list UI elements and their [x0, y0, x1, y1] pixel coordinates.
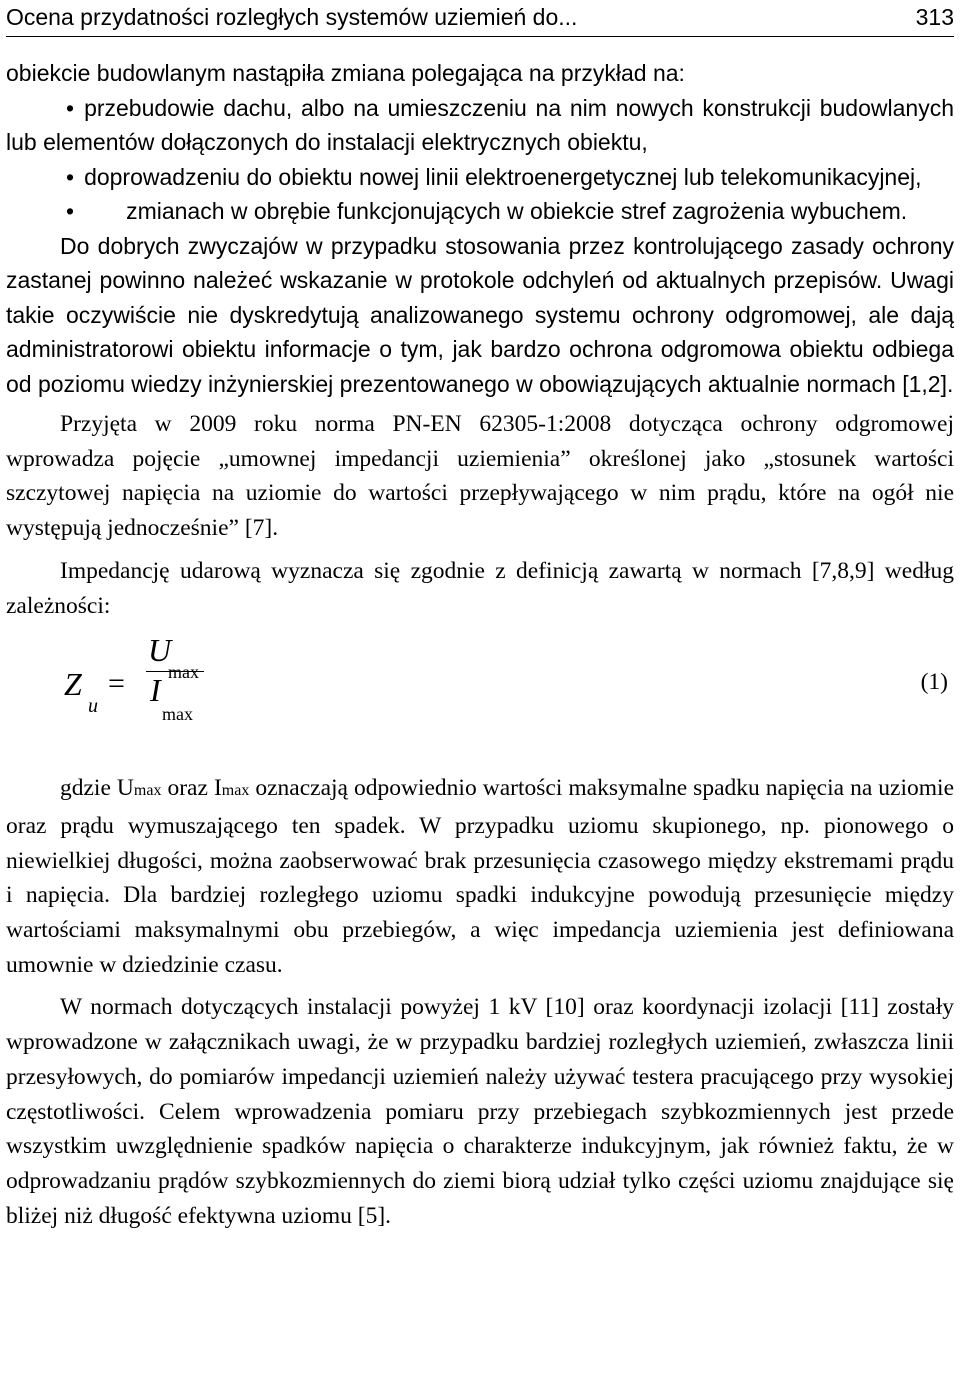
where-u-symbol: U	[116, 775, 134, 802]
list-item	[6, 91, 954, 160]
serif-section	[6, 407, 954, 1233]
list-item	[6, 160, 954, 195]
list-item-text: doprowadzeniu do obiektu nowej linii elektroenergetycznej lub telekomunikacyjnej,	[84, 163, 922, 190]
paragraph-where	[6, 771, 954, 982]
where-u-subscript: max	[133, 782, 162, 800]
list-item-text: przebudowie dachu, albo na umieszczeniu na nim nowych konstrukcji budowlanych lub elementów dołączonych do instalacji elektrycznych obiektu,	[6, 94, 954, 155]
paragraph-impedance: Impedancję udarową wyznacza się zgodnie z definicją zawartą w normach [7,8,9] według zależności:	[6, 557, 954, 619]
where-mid: oraz	[167, 775, 208, 802]
equation-lhs: Z	[64, 666, 82, 703]
list-section	[6, 56, 954, 401]
page-header	[6, 2, 954, 37]
where-i-subscript: max	[221, 782, 250, 800]
equation-denominator-subscript: max	[162, 704, 193, 725]
paragraph-standard: Przyjęta w 2009 roku norma PN-EN 62305-1:2008 dotycząca ochrony odgromowej wprowadza pojęcie „umownej impedancji uziemienia” określonej jako „stosunek wartości szczytowej napięcia na uziomie do wartości przepływającego w nim prądu, które na ogół nie występują jednocześnie” [7].	[6, 411, 954, 542]
bullet-icon: •	[66, 163, 75, 190]
paragraph-good-practice: Do dobrych zwyczajów w przypadku stosowania przez kontrolującego zasady ochrony zastanej powinno należeć wskazanie w protokole odchyleń od aktualnych przepisów. Uwagi takie oczywiście nie dyskredytują analizowanego systemu ochrony odgromowej, ale dają administratorowi obiektu informacje o tym, jak bardzo ochrona odgromowa obiektu odbiega od poziomu wiedzy inżynierskiej prezentowanego w obowiązujących aktualnie normach [1,2].	[6, 232, 954, 397]
equation-numerator-subscript: max	[168, 662, 199, 683]
where-prefix: gdzie	[60, 775, 111, 802]
where-i-symbol: I	[213, 775, 222, 802]
page-number: 313	[915, 4, 954, 30]
list-item-text: zmianach w obrębie funkcjonujących w obiekcie stref zagrożenia wybuchem.	[126, 198, 908, 224]
where-rest: oznaczają odpowiednio wartości maksymalne spadku napięcia na uziomie oraz prądu wymuszającego ten spadek. W przypadku uziomu skupionego, np. pionowego o niewielkiej długości, można zaobserwować brak przesunięcia czasowego między ekstremami prądu i napięcia. Dla bardziej rozległego uziomu spadki indukcyjne powodują przesunięcie między wartościami maksymalnymi obu przebiegów, a więc impedancja uziemienia jest definiowana umownie w dziedzinie czasu.	[6, 775, 954, 978]
bullet-icon: •	[66, 198, 75, 224]
intro-line: obiekcie budowlanym nastąpiła zmiana polegająca na przykład na:	[6, 60, 685, 86]
paragraph-norms: W normach dotyczących instalacji powyżej 1 kV [10] oraz koordynacji izolacji [11] zostały wprowadzone w załącznikach uwagi, że w przypadku bardziej rozległych uziemień, zwłaszcza linii przesyłowych, do pomiarów impedancji uziemień należy używać testera pracującego przy wysokiej częstotliwości. Celem wprowadzenia pomiaru przy przebiegach szybkozmiennych jest przede wszystkim uwzględnienie spadków napięcia o charakterze indukcyjnym, jak również faktu, że w odprowadzaniu prądów szybkozmiennych do ziemi biorą udział tylko części uziomu znajdujące się bliżej niż długość efektywna uziomu [5].	[6, 994, 954, 1229]
page-body	[6, 56, 954, 1233]
equation-label: (1)	[920, 669, 948, 696]
equation-1	[6, 633, 954, 765]
equation-lhs-subscript: u	[88, 695, 98, 718]
equation-equals: =	[108, 667, 125, 701]
equation-denominator: I	[150, 672, 161, 709]
list-item	[6, 194, 954, 229]
bullet-icon: •	[66, 94, 75, 121]
equation-numerator: U	[148, 632, 172, 669]
running-title: Ocena przydatności rozległych systemów uziemień do...	[6, 4, 578, 30]
